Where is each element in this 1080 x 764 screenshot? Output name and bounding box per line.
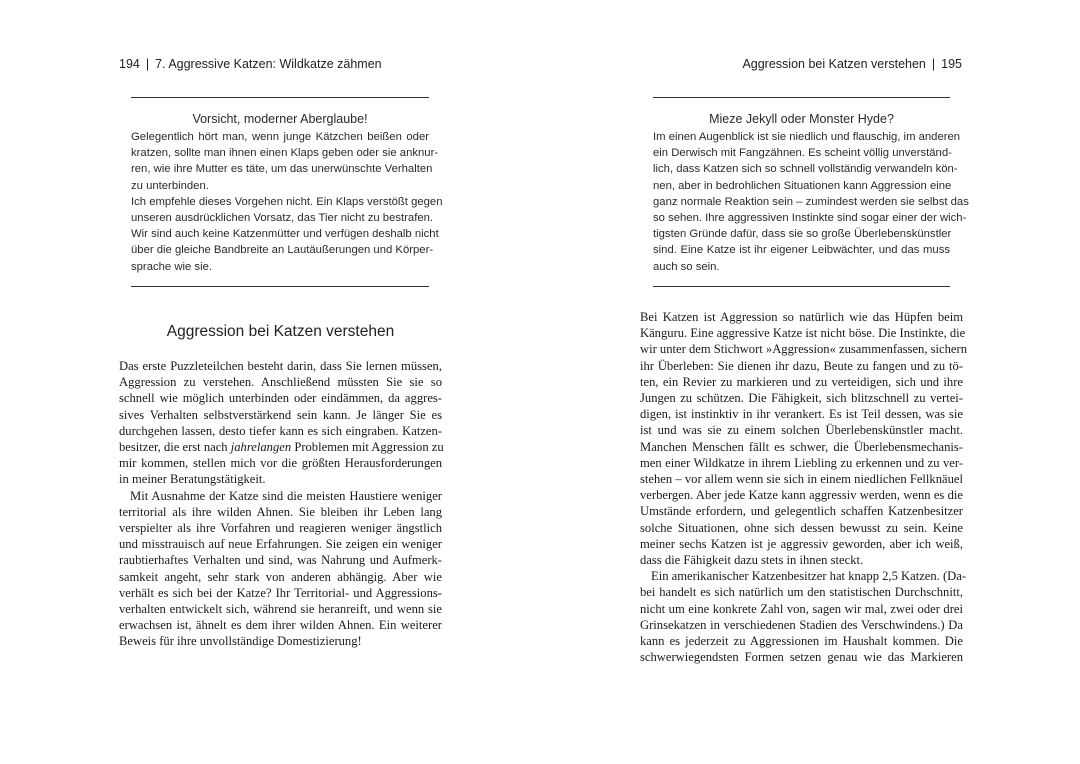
body-line: ten, ein Revier zu markieren und zu verteidigen, sich und ihre	[640, 374, 963, 389]
body-line: und misstrauisch auf neue Erfahrungen. Sie zeigen ein weniger	[119, 537, 442, 552]
body-line: sives Verhalten selbstverstärkend sein kann. Je länger Sie es	[119, 407, 442, 422]
box-line: so sehen. Ihre aggressiven Instinkte sind sogar einer der wich-	[653, 212, 967, 225]
box-title: Mieze Jekyll oder Monster Hyde?	[709, 112, 894, 126]
body-line: meiner sechs Katzen ist je aggressiv geworden, aber ich weiß,	[640, 536, 963, 551]
body-line: men einer Wildkatze in ihrem Liebling zu erkennen und zu ver-	[640, 455, 963, 470]
body-line: Manchen Menschen fällt es schwer, die Überlebensmechanis-	[640, 439, 963, 454]
body-line: nicht um eine konkrete Zahl von, sagen wir mal, zwei oder drei	[640, 601, 963, 616]
info-box-left	[131, 97, 443, 287]
body-line: Das erste Puzzleteilchen besteht darin, dass Sie lernen müssen,	[119, 359, 442, 373]
body-line: Ein amerikanischer Katzenbesitzer hat knapp 2,5 Katzen. (Da-	[651, 569, 967, 584]
box-line: sind. Eine Katze ist ihr eigener Leibwächter, und das muss	[653, 244, 950, 257]
box-line: sprache wie sie.	[131, 260, 212, 273]
box-text	[653, 129, 969, 275]
body-line: verspielter als ihre Vorfahren und reagieren weniger ängstlich	[119, 521, 442, 536]
box-line: kratzen, sollte man ihnen einen Klaps geben oder sie anknur-	[131, 147, 439, 160]
body-line: verbergen. Aber jede Katze kann aggressiv werden, wenn es die	[640, 488, 963, 503]
box-bottom-rule	[131, 286, 429, 287]
body-line: bei handelt es sich natürlich um den statistischen Durchschnitt,	[640, 585, 963, 600]
body-text-left	[119, 358, 442, 650]
body-line-part: Problemen mit Aggression zu	[294, 440, 444, 455]
info-box-right	[653, 97, 969, 287]
box-line: lich, dass Katzen sich so schnell vollständig verwandeln kön-	[653, 163, 958, 176]
running-head-separator: |	[145, 57, 150, 71]
body-line: Mit Ausnahme der Katze sind die meisten Haustiere weniger	[130, 488, 442, 503]
running-head-right	[742, 57, 962, 71]
box-line: auch so sein.	[653, 260, 720, 273]
page-number-left: 194	[119, 57, 140, 71]
body-line: verhalten entwickelt sich, während sie heranreift, und wenn sie	[119, 602, 442, 617]
body-line: in meiner Beratungstätigkeit.	[119, 472, 266, 487]
body-line: samkeit angeht, sehr stark von anderen abhängig. Aber wie	[119, 569, 442, 584]
body-line: raubtierhaftes Verhalten und sind, was Nahrung und Aufmerk-	[119, 553, 442, 568]
box-line: Ich empfehle dieses Vorgehen nicht. Ein Klaps verstößt gegen	[131, 195, 443, 208]
page-number-right: 195	[941, 57, 962, 71]
body-line: Umstände erfordern, und gelegentlich schaffen Katzenbesitzer	[640, 504, 963, 519]
body-line: stehen – vor allem wenn sie sich in einem niedlichen Fellknäuel	[640, 472, 963, 487]
emphasis: jahrelangen	[230, 440, 292, 455]
box-line: ein Derwisch mit Fangzähnen. Es scheint völlig unverständ-	[653, 147, 952, 160]
box-text	[131, 129, 443, 275]
box-line: nen, aber in bedrohlichen Situationen kann Aggression eine	[653, 179, 952, 192]
body-line: territorial als ihre wilden Ahnen. Sie bleiben ihr Leben lang	[119, 504, 442, 519]
body-line: Beweis für ihre unvollständige Domestizierung!	[119, 634, 362, 649]
box-top-rule	[653, 97, 950, 98]
box-line: Gelegentlich hört man, wenn junge Kätzchen beißen oder	[131, 131, 429, 143]
body-line: schnell wie möglich unterbinden oder eindämmen, da aggres-	[119, 391, 442, 406]
body-line: digen, ist instinktiv in ihr verankert. Es ist Teil dessen, was sie	[640, 407, 963, 422]
body-line: Bei Katzen ist Aggression so natürlich wie das Hüpfen beim	[640, 310, 963, 324]
box-line: ganz normale Reaktion sein – zumindest werden sie selbst das	[653, 195, 969, 208]
body-line: mir kommen, stellen mich vor die größten Herausforderungen	[119, 456, 442, 471]
body-line: Känguru. Eine aggressive Katze ist nicht böse. Die Instinkte, die	[640, 326, 966, 341]
body-line: wir unter dem Stichwort »Aggression« zusammenfassen, sichern	[640, 342, 968, 357]
running-head-left	[119, 57, 382, 71]
body-line: dass die Fähigkeit dazu stets in ihnen steckt.	[640, 553, 864, 568]
body-line: Grinsekatzen in verschiedenen Stadien des Verschwindens.) Da	[640, 617, 963, 632]
body-line: Jungen zu schützen. Die Fähigkeit, sich blitzschnell zu vertei-	[640, 391, 963, 406]
body-line: erwachsen ist, ähnelt es dem ihrer wilden Ahnen. Ein weiterer	[119, 618, 442, 633]
body-line: schwerwiegendsten Formen setzen genau wie das Markieren	[640, 650, 963, 665]
body-line: kann es jederzeit zu Aggressionen im Haushalt kommen. Die	[640, 634, 963, 649]
box-title: Vorsicht, moderner Aberglaube!	[192, 112, 368, 126]
right-page	[540, 0, 1080, 764]
chapter-title: 7. Aggressive Katzen: Wildkatze zähmen	[155, 57, 382, 71]
body-line: solche Situationen, ohne sich dessen bewusst zu sein. Keine	[640, 520, 963, 535]
body-line: ist und was sie zu einem solchen Überlebenskünstler macht.	[640, 423, 963, 438]
box-line: Wir sind auch keine Katzenmütter und verfügen deshalb nicht	[131, 228, 439, 241]
section-title-header: Aggression bei Katzen verstehen	[742, 57, 926, 71]
box-line: Im einen Augenblick ist sie niedlich und flauschig, im anderen	[653, 131, 961, 143]
body-line-part: besitzer, die erst nach	[119, 440, 228, 455]
box-line: zu unterbinden.	[131, 179, 209, 192]
body-line: Aggression zu verstehen. Anschließend müssten Sie sie so	[119, 375, 442, 390]
body-line	[119, 439, 442, 455]
body-text-right	[640, 309, 968, 665]
section-heading: Aggression bei Katzen verstehen	[166, 323, 395, 340]
body-line: verhält es sich bei der Katze? Ihr Territorial- und Aggressions-	[119, 585, 442, 600]
box-bottom-rule	[653, 286, 950, 287]
box-line: ren, wie ihre Mutter es täte, um das unerwünschte Verhalten	[131, 163, 433, 176]
body-line: ihr Überleben: Sie dienen ihr dazu, Beute zu fangen und zu tö-	[640, 358, 963, 373]
box-line: über die gleiche Bandbreite an Lautäußerungen und Körper-	[131, 244, 434, 257]
box-line: unseren ausdrücklichen Vorsatz, das Tier nicht zu bestrafen.	[131, 212, 434, 225]
body-line: durchgehen lassen, desto tiefer kann es sich eingraben. Katzen-	[119, 423, 442, 438]
box-top-rule	[131, 97, 429, 98]
box-line: tigsten Gründe dafür, dass sie so große Überlebenskünstler	[653, 228, 952, 241]
running-head-separator: |	[931, 57, 936, 71]
